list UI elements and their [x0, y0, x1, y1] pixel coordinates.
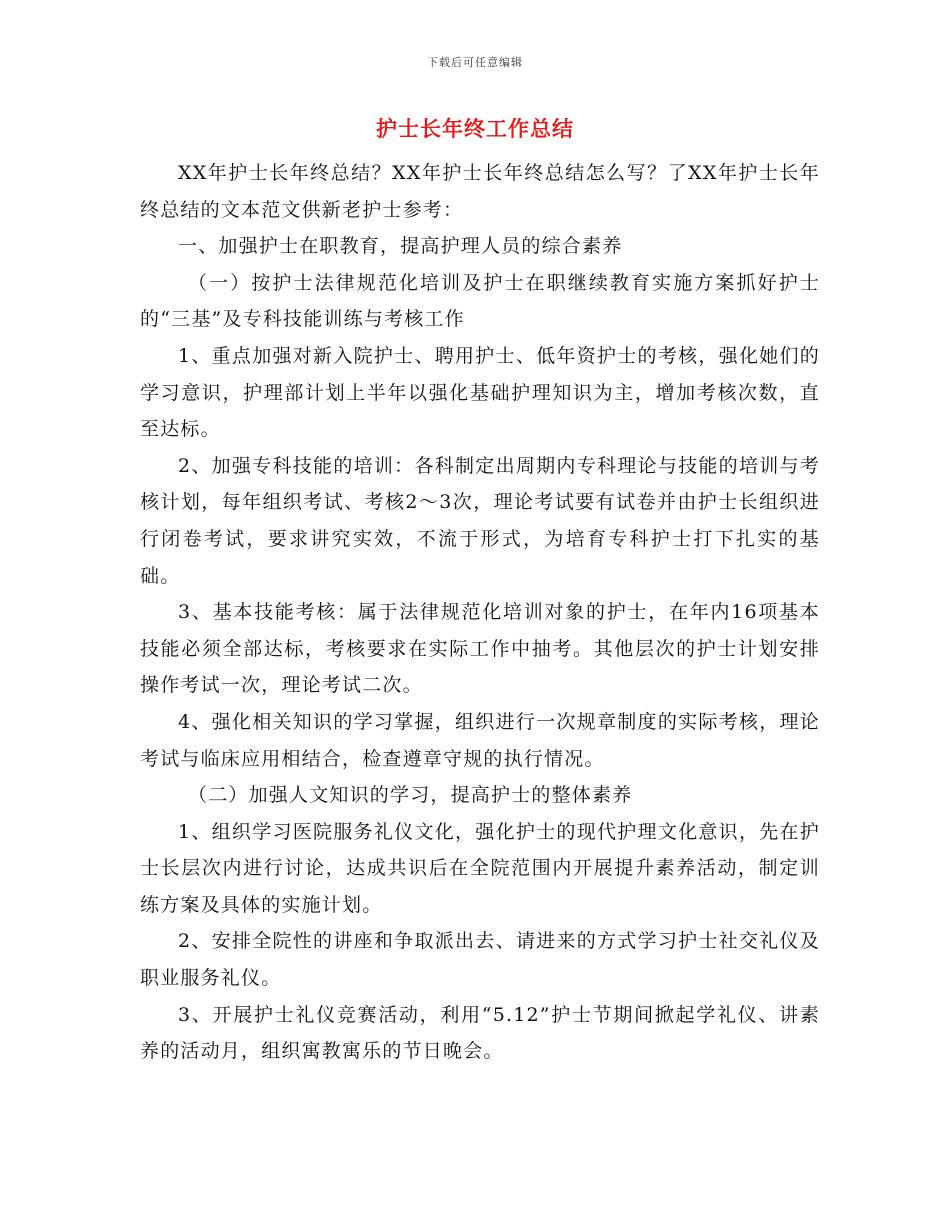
paragraph-item: 2、安排全院性的讲座和争取派出去、请进来的方式学习护士社交礼仪及职业服务礼仪。	[140, 930, 820, 990]
paragraph-item: 3、基本技能考核：属于法律规范化培训对象的护士，在年内16项基本技能必须全部达标，考核要求在实际工作中抽考。其他层次的护士计划安排操作考试一次，理论考试二次。	[140, 601, 820, 697]
subsection-heading-1: （一）按护士法律规范化培训及护士在职继续教育实施方案抓好护士的“三基”及专科技能训练与考核工作	[140, 271, 820, 331]
paragraph-item: 4、强化相关知识的学习掌握，组织进行一次规章制度的实际考核，理论考试与临床应用相结合，检查遵章守规的执行情况。	[140, 710, 820, 770]
section-heading-1: 一、加强护士在职教育，提高护理人员的综合素养	[178, 235, 623, 258]
paragraph-intro: XX年护士长年终总结？XX年护士长年终总结怎么写？了XX年护士长年终总结的文本范文供新老护士参考：	[140, 162, 820, 221]
subsection-heading-2: （二）加强人文知识的学习，提高护士的整体素养	[188, 784, 633, 807]
paragraph-item: 1、重点加强对新入院护士、聘用护士、低年资护士的考核，强化她们的学习意识，护理部计划上半年以强化基础护理知识为主，增加考核次数，直至达标。	[140, 344, 820, 441]
paragraph-item: 1、组织学习医院服务礼仪文化，强化护士的现代护理文化意识，先在护士长层次内进行讨论，达成共识后在全院范围内开展提升素养活动，制定训练方案及具体的实施计划。	[140, 820, 820, 916]
header-note: 下载后可任意编辑	[427, 56, 523, 69]
document-title: 护士长年终工作总结	[376, 116, 574, 141]
paragraph-item: 3、开展护士礼仪竞赛活动，利用“5.12”护士节期间掀起学礼仪、讲素养的活动月，组织寓教寓乐的节日晚会。	[140, 1003, 820, 1063]
document-body	[140, 155, 820, 1070]
paragraph-item: 2、加强专科技能的培训：各科制定出周期内专科理论与技能的培训与考核计划，每年组织考试、考核2～3次，理论考试要有试卷并由护士长组织进行闭卷考试，要求讲究实效，不流于形式，为培育专科护士打下扎实的基础。	[140, 454, 820, 587]
